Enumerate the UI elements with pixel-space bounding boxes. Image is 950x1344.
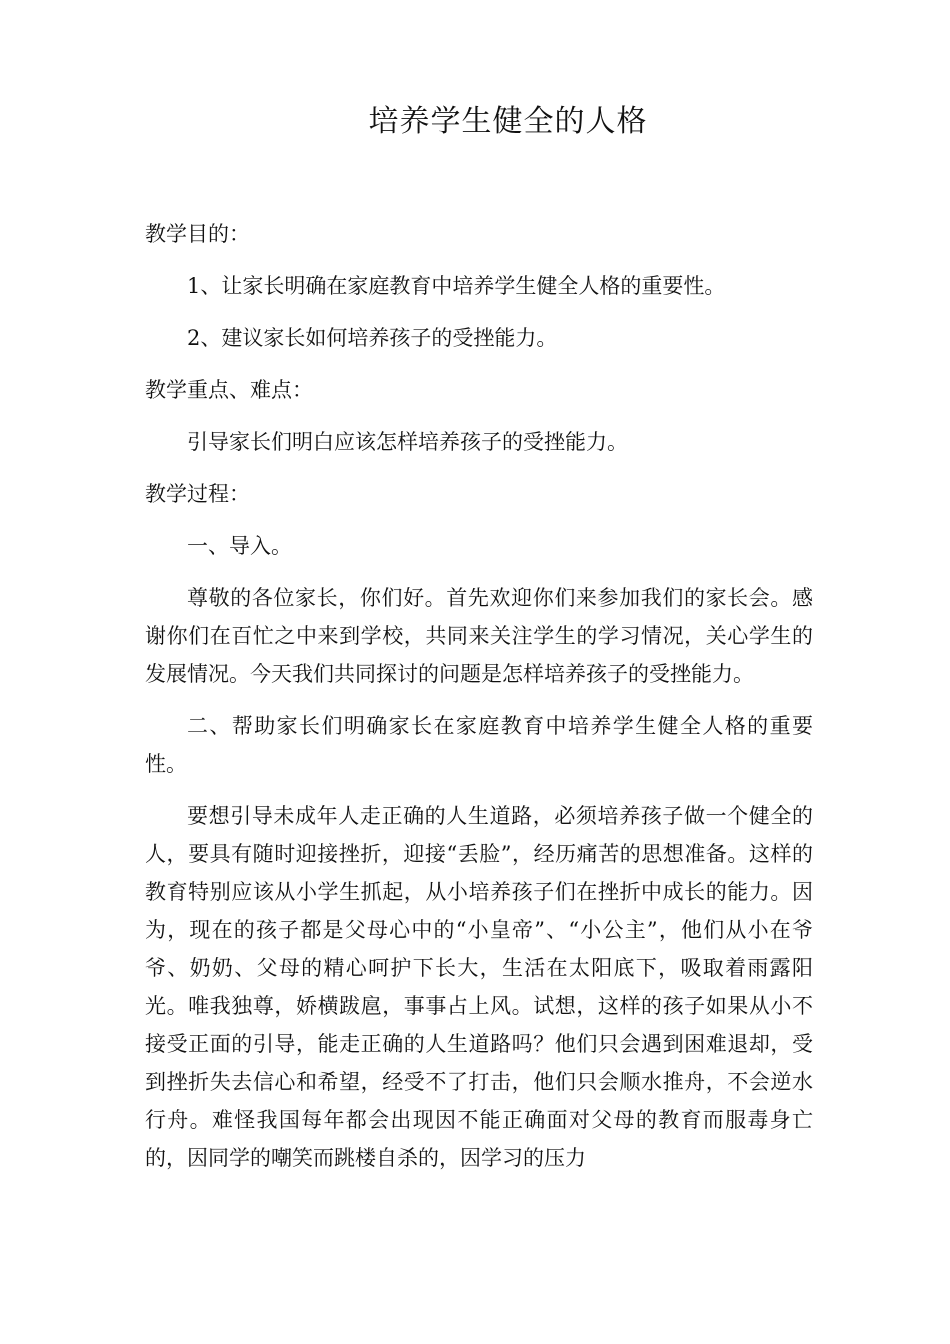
importance-paragraph: 要想引导未成年人走正确的人生道路，必须培养孩子做一个健全的人，要具有随时迎接挫折，迎接“丢脸”，经历痛苦的思想准备。这样的教育特别应该从小学生抓起，从小培养孩子们在挫折中成长的能力。因为，现在的孩子都是父母心中的“小皇帝”、“小公主”，他们从小在爷爷、奶奶、父母的精心呵护下长大，生活在太阳底下，吸取着雨露阳光。唯我独尊，娇横跋扈，事事占上风。试想，这样的孩子如果从小不接受正面的引导，能走正确的人生道路吗？他们只会遇到困难退却，受到挫折失去信心和希望，经受不了打击，他们只会顺水推舟，不会逆水行舟。难怪我国每年都会出现因不能正确面对父母的教育而服毒身亡的，因同学的嘲笑而跳楼自杀的，因学习的压力 bbox=[145, 804, 813, 1170]
process-step-1: 一、导入。 bbox=[187, 534, 292, 558]
process-step-2: 二、帮助家长们明确家长在家庭教育中培养学生健全人格的重要性。 bbox=[145, 714, 813, 776]
goal-item-2: 2、建议家长如何培养孩子的受挫能力。 bbox=[187, 326, 558, 350]
goal-item-1: 1、让家长明确在家庭教育中培养学生健全人格的重要性。 bbox=[187, 274, 726, 298]
key-points-text: 引导家长们明白应该怎样培养孩子的受挫能力。 bbox=[187, 430, 628, 454]
process-heading: 教学过程： bbox=[145, 482, 250, 506]
document-body bbox=[145, 215, 813, 1177]
goals-heading: 教学目的： bbox=[145, 222, 250, 246]
key-points-heading: 教学重点、难点： bbox=[145, 378, 313, 402]
document-title: 培养学生健全的人格 bbox=[368, 104, 648, 139]
intro-paragraph: 尊敬的各位家长，你们好。首先欢迎你们来参加我们的家长会。感谢你们在百忙之中来到学校，共同来关注学生的学习情况，关心学生的发展情况。今天我们共同探讨的问题是怎样培养孩子的受挫能力。 bbox=[145, 586, 813, 686]
